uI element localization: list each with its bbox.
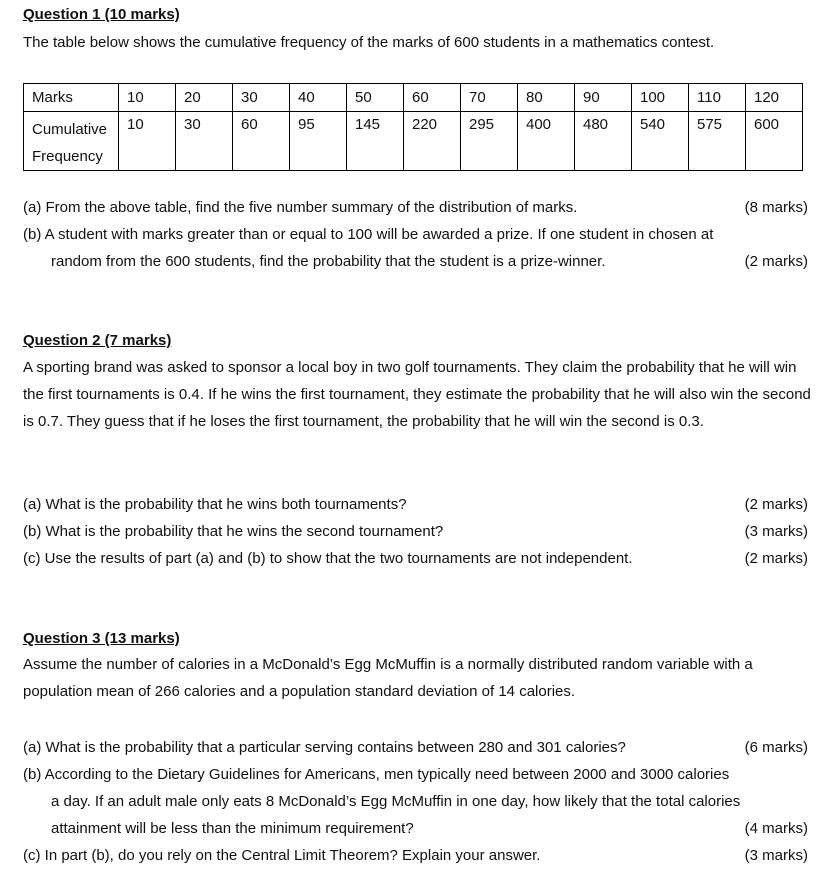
q2-part-b-marks: (3 marks) <box>744 523 808 540</box>
q1-heading: Question 1 (10 marks) <box>23 6 180 23</box>
marks-cell: 50 <box>347 84 404 112</box>
marks-cell: 10 <box>119 84 176 112</box>
q3-part-c: (c) In part (b), do you rely on the Central Limit Theorem? Explain your answer. <box>23 847 541 864</box>
cum-freq-cell: 575 <box>689 112 746 171</box>
cumulative-frequency-row <box>24 112 803 171</box>
cumulative-frequency-table <box>23 83 803 171</box>
frequency-label: Frequency <box>32 148 103 165</box>
q3-heading: Question 3 (13 marks) <box>23 630 180 647</box>
q1-part-b-line1: (b) A student with marks greater than or equal to 100 will be awarded a prize. If one student in chosen at <box>23 226 714 243</box>
q2-part-c: (c) Use the results of part (a) and (b) to show that the two tournaments are not independent. <box>23 550 633 567</box>
cum-freq-cell: 10 <box>119 112 176 171</box>
cum-freq-cell: 540 <box>632 112 689 171</box>
q2-part-b: (b) What is the probability that he wins the second tournament? <box>23 523 444 540</box>
marks-cell: 20 <box>176 84 233 112</box>
q3-part-b-line2: a day. If an adult male only eats 8 McDonald’s Egg McMuffin in one day, how likely that the total calories <box>51 793 741 810</box>
cum-freq-cell: 60 <box>233 112 290 171</box>
q3-part-b-line1: (b) According to the Dietary Guidelines for Americans, men typically need between 2000 and 3000 calories <box>23 766 730 783</box>
marks-row <box>24 84 803 112</box>
marks-cell: 90 <box>575 84 632 112</box>
marks-cell: 40 <box>290 84 347 112</box>
marks-cell: 30 <box>233 84 290 112</box>
q2-intro: A sporting brand was asked to sponsor a local boy in two golf tournaments. They claim the probability that he will win the first tournaments is 0.4. If he wins the first tournament, they estimate the probability that he will also win the second is 0.7. They guess that if he loses the first tournament, the probability that he will win the second is 0.3. <box>23 359 811 430</box>
q1-part-a: (a) From the above table, find the five number summary of the distribution of marks. <box>23 199 578 216</box>
q3-part-a: (a) What is the probability that a particular serving contains between 280 and 301 calories? <box>23 739 626 756</box>
cum-freq-cell: 30 <box>176 112 233 171</box>
marks-cell: 60 <box>404 84 461 112</box>
cum-freq-cell: 145 <box>347 112 404 171</box>
q3-part-b-line3: attainment will be less than the minimum requirement? <box>51 820 414 837</box>
marks-cell: 70 <box>461 84 518 112</box>
q3-intro: Assume the number of calories in a McDonald’s Egg McMuffin is a normally distributed random variable with a population mean of 266 calories and a population standard deviation of 14 calories. <box>23 656 753 700</box>
q1-part-b-marks: (2 marks) <box>744 253 808 270</box>
marks-cell: 110 <box>689 84 746 112</box>
q1-intro: The table below shows the cumulative frequency of the marks of 600 students in a mathematics contest. <box>23 34 715 51</box>
cum-freq-cell: 600 <box>746 112 803 171</box>
marks-cell: 120 <box>746 84 803 112</box>
cumulative-label: Cumulative <box>32 121 108 138</box>
cum-freq-cell: 295 <box>461 112 518 171</box>
marks-cell: 80 <box>518 84 575 112</box>
q1-part-b-line2: random from the 600 students, find the probability that the student is a prize-winner. <box>51 253 606 270</box>
q2-part-a-marks: (2 marks) <box>744 496 808 513</box>
q3-part-a-marks: (6 marks) <box>744 739 808 756</box>
q2-part-a: (a) What is the probability that he wins both tournaments? <box>23 496 407 513</box>
q1-part-a-marks: (8 marks) <box>744 199 808 216</box>
cum-freq-cell: 480 <box>575 112 632 171</box>
q3-part-c-marks: (3 marks) <box>744 847 808 864</box>
cum-freq-cell: 400 <box>518 112 575 171</box>
q3-part-b-marks: (4 marks) <box>744 820 808 837</box>
cumulative-frequency-row-label <box>24 112 119 171</box>
q2-heading: Question 2 (7 marks) <box>23 332 172 349</box>
cum-freq-cell: 95 <box>290 112 347 171</box>
q2-part-c-marks: (2 marks) <box>744 550 808 567</box>
marks-row-label: Marks <box>24 84 119 112</box>
marks-cell: 100 <box>632 84 689 112</box>
cum-freq-cell: 220 <box>404 112 461 171</box>
